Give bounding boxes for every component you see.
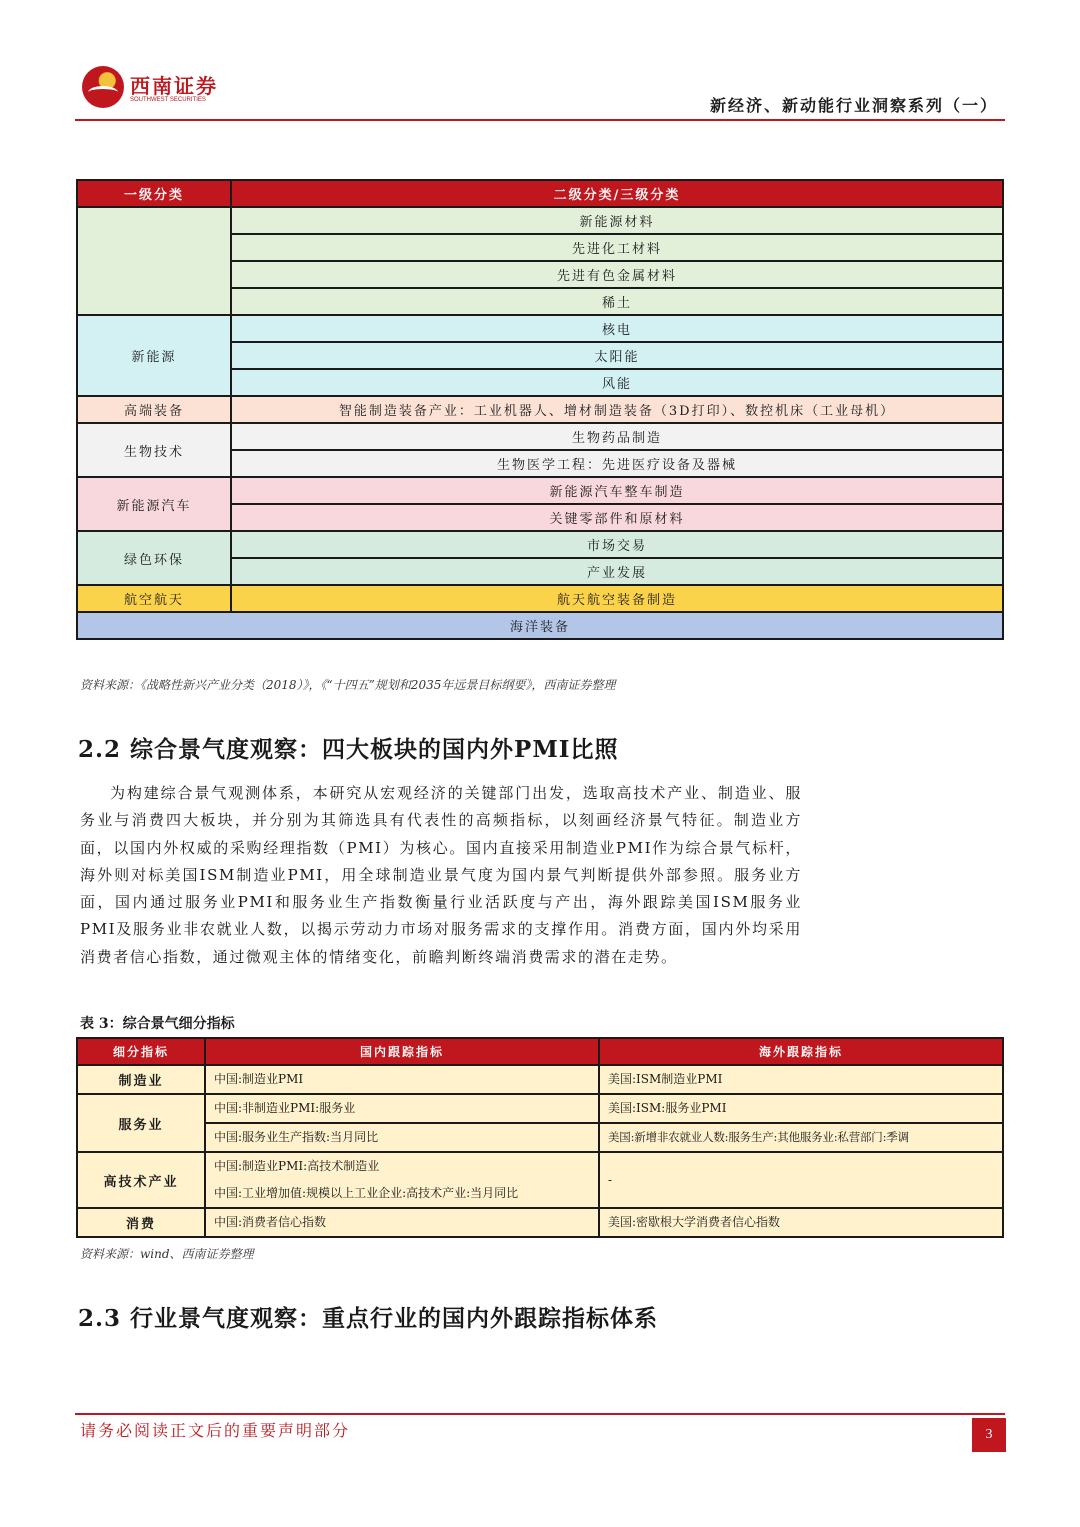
table-row bbox=[77, 1094, 1003, 1123]
page-number: 3 bbox=[972, 1418, 1006, 1452]
paragraph-text: 为构建综合景气观测体系，本研究从宏观经济的关键部门出发，选取高技术产业、制造业、服务业与消费四大板块，并分别为其筛选具有代表性的高频指标，以刻画经济景气特征。制造业方面，以国内外权威的采购经理指数（PMI）为核心。国内直接采用制造业PMI作为综合景气标杆，海外则对标美国ISM制造业PMI，用全球制造业景气度为国内景气判断提供外部参照。服务业方面，国内通过服务业PMI和服务业生产指数衡量行业活跃度与产出，海外跟踪美国ISM服务业PMI及服务业非农就业人数，以揭示劳动力市场对服务需求的支撑作用。消费方面，国内外均采用消费者信心指数，通过微观主体的情绪变化，前瞻判断终端消费需求的潜在走势。 bbox=[80, 784, 802, 966]
subcategory-cell: 海洋装备 bbox=[77, 612, 1003, 639]
table-header-row bbox=[77, 180, 1003, 207]
domestic-indicator-cell bbox=[205, 1152, 599, 1208]
subcategory-cell: 智能制造装备产业：工业机器人、增材制造装备（3D打印）、数控机床（工业母机） bbox=[231, 396, 1003, 423]
overseas-indicator-cell bbox=[599, 1152, 1003, 1208]
category-cell bbox=[77, 207, 231, 315]
category-cell: 新能源 bbox=[77, 315, 231, 396]
overseas-indicator-cell bbox=[599, 1094, 1003, 1123]
indicator-text: 中国:制造业PMI:高技术制造业 bbox=[214, 1159, 380, 1173]
subcategory-cell: 先进有色金属材料 bbox=[231, 261, 1003, 288]
header-divider bbox=[75, 119, 1005, 121]
category-cell: 生物技术 bbox=[77, 423, 231, 477]
indicator-text: 中国:工业增加值:规模以上工业企业:高技术产业:当月同比 bbox=[214, 1186, 519, 1200]
section-heading: 2.2 综合景气度观察：四大板块的国内外PMI比照 bbox=[78, 736, 619, 763]
overseas-indicator-cell bbox=[599, 1065, 1003, 1094]
disclaimer-notice: 请务必阅读正文后的重要声明部分 bbox=[80, 1421, 351, 1440]
column-header: 海外跟踪指标 bbox=[599, 1038, 1003, 1065]
table-row bbox=[77, 1123, 1003, 1152]
domestic-indicator-cell bbox=[205, 1208, 599, 1237]
indicator-text: 中国:服务业生产指数:当月同比 bbox=[214, 1130, 379, 1144]
table-caption: 表 3：综合景气细分指标 bbox=[80, 1016, 235, 1032]
table-row bbox=[77, 207, 1003, 234]
column-header: 国内跟踪指标 bbox=[205, 1038, 599, 1065]
subcategory-cell: 风能 bbox=[231, 369, 1003, 396]
category-cell: 高端装备 bbox=[77, 396, 231, 423]
indicator-text: 美国:密歇根大学消费者信心指数 bbox=[608, 1215, 781, 1229]
table-header-row bbox=[77, 1038, 1003, 1065]
table-row bbox=[77, 1152, 1003, 1208]
report-series-title: 新经济、新动能行业洞察系列（一） bbox=[709, 96, 998, 115]
subcategory-cell: 生物医学工程：先进医疗设备及器械 bbox=[231, 450, 1003, 477]
logo-english-name: SOUTHWEST SECURITIES bbox=[130, 97, 206, 103]
indicator-text: 中国:制造业PMI bbox=[214, 1072, 304, 1086]
table-source-note: 资料来源：《战略性新兴产业分类（2018）》，《“十四五”规划和2035年远景目标纲要》，西南证券整理 bbox=[80, 678, 616, 692]
table-row bbox=[77, 585, 1003, 612]
overseas-indicator-cell bbox=[599, 1123, 1003, 1152]
category-cell: 服务业 bbox=[77, 1094, 205, 1152]
indicator-text: 美国:新增非农就业人数:服务生产:其他服务业:私营部门:季调 bbox=[608, 1130, 909, 1144]
body-paragraph bbox=[80, 780, 802, 971]
column-header: 一级分类 bbox=[77, 180, 231, 207]
subcategory-cell: 市场交易 bbox=[231, 531, 1003, 558]
subcategory-cell: 产业发展 bbox=[231, 558, 1003, 585]
subcategory-cell: 太阳能 bbox=[231, 342, 1003, 369]
category-cell: 航空航天 bbox=[77, 585, 231, 612]
indicator-text: 美国:ISM:服务业PMI bbox=[608, 1101, 727, 1115]
table-row bbox=[77, 315, 1003, 342]
category-cell: 消费 bbox=[77, 1208, 205, 1237]
table-row bbox=[77, 423, 1003, 450]
category-cell: 高技术产业 bbox=[77, 1152, 205, 1208]
table-row bbox=[77, 396, 1003, 423]
column-header: 细分指标 bbox=[77, 1038, 205, 1065]
subcategory-cell: 关键零部件和原材料 bbox=[231, 504, 1003, 531]
subcategory-cell: 稀土 bbox=[231, 288, 1003, 315]
domestic-indicator-cell bbox=[205, 1065, 599, 1094]
footer-divider bbox=[75, 1413, 1005, 1415]
indicator-text: 中国:消费者信心指数 bbox=[214, 1215, 327, 1229]
subcategory-cell: 先进化工材料 bbox=[231, 234, 1003, 261]
subcategory-cell: 新能源材料 bbox=[231, 207, 1003, 234]
table-row bbox=[77, 612, 1003, 639]
indicator-text: 美国:ISM制造业PMI bbox=[608, 1072, 723, 1086]
category-cell: 绿色环保 bbox=[77, 531, 231, 585]
table-row bbox=[77, 531, 1003, 558]
table-source-note: 资料来源：wind、西南证券整理 bbox=[80, 1247, 254, 1261]
column-header: 二级分类/三级分类 bbox=[231, 180, 1003, 207]
domestic-indicator-cell bbox=[205, 1094, 599, 1123]
subcategory-cell: 航天航空装备制造 bbox=[231, 585, 1003, 612]
industry-classification-table bbox=[76, 179, 1004, 640]
table-row bbox=[77, 477, 1003, 504]
logo-name: 西南证券 bbox=[130, 74, 218, 98]
overseas-indicator-cell bbox=[599, 1208, 1003, 1237]
indicator-text: - bbox=[608, 1172, 613, 1187]
category-cell: 新能源汽车 bbox=[77, 477, 231, 531]
section-heading: 2.3 行业景气度观察：重点行业的国内外跟踪指标体系 bbox=[78, 1305, 659, 1332]
company-logo bbox=[82, 66, 232, 112]
table-row bbox=[77, 1065, 1003, 1094]
domestic-indicator-cell bbox=[205, 1123, 599, 1152]
category-cell: 制造业 bbox=[77, 1065, 205, 1094]
indicator-text: 中国:非制造业PMI:服务业 bbox=[214, 1101, 356, 1115]
subcategory-cell: 核电 bbox=[231, 315, 1003, 342]
subcategory-cell: 生物药品制造 bbox=[231, 423, 1003, 450]
logo-mark-icon bbox=[82, 66, 124, 108]
subcategory-cell: 新能源汽车整车制造 bbox=[231, 477, 1003, 504]
table-row bbox=[77, 1208, 1003, 1237]
composite-indicator-table bbox=[76, 1037, 1004, 1238]
